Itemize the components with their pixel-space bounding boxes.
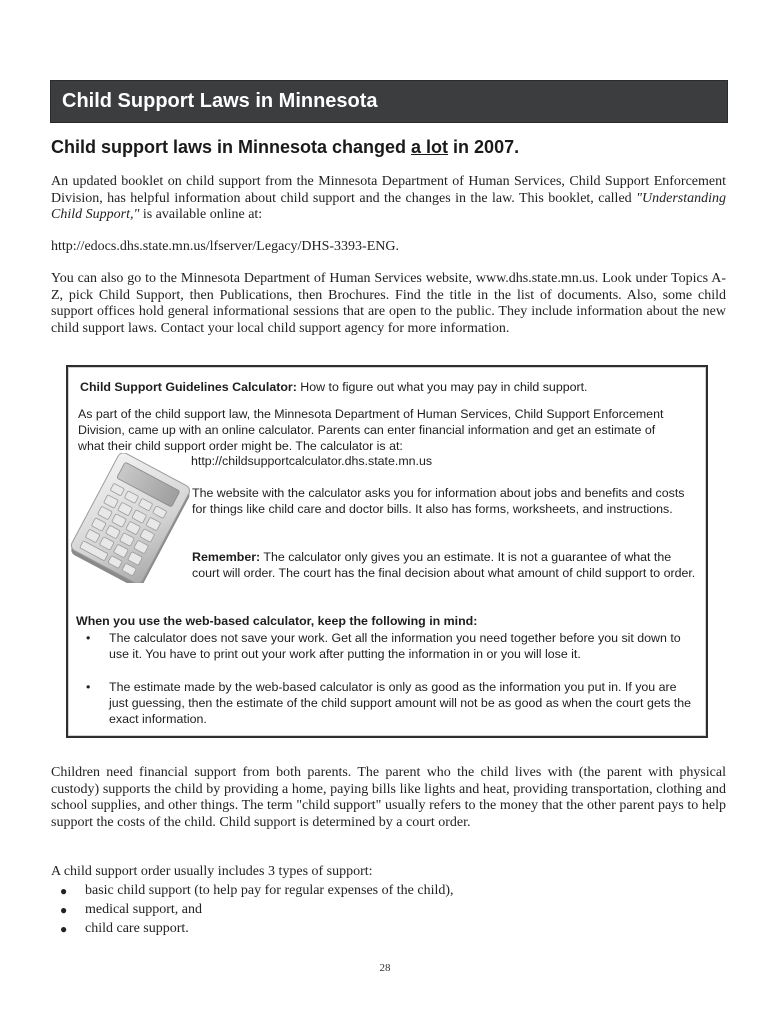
calculator-info-box: [66, 365, 708, 738]
calculator-box-title: [80, 379, 700, 395]
calculator-intro: As part of the child support law, the Minnesota Department of Human Services, Child Support Enforcement Division, came up with an online calculator. Parents can enter financial information and get an estimate of what their child support order might be. The calculator is at:: [78, 407, 664, 453]
website-paragraph: You can also go to the Minnesota Department of Human Services website, www.dhs.state.mn.us. Look under Topics A-Z, pick Child Support, then Publications, then Brochures. Find the title in the list of documents. Also, some child support offices hold general informational sessions that are open to the public. They include information about the new child support laws. Contact your local child support agency for more information.: [51, 271, 726, 336]
booklet-title: "Understanding Child Support,": [51, 190, 726, 222]
remember-text: The calculator only gives you an estimate. It is not a guarantee of what the court will order. The court has the final decision about what amount of child support to order.: [192, 550, 696, 580]
bullet-dot: ●: [60, 903, 68, 917]
subheading-underlined: a lot: [411, 137, 449, 157]
bullet-dot: •: [86, 680, 91, 694]
subheading: [51, 137, 731, 158]
bullet-dot: •: [86, 631, 91, 645]
bullet-dot: ●: [60, 922, 68, 936]
subheading-after: in 2007.: [448, 137, 520, 157]
intro-paragraph: [51, 174, 726, 224]
intro-text: An updated booklet on child support from the Minnesota Department of Human Services, Child Support Enforcement Division, has helpful information about child support and the changes in the law. This booklet, called: [51, 174, 726, 206]
calculator-url: http://childsupportcalculator.dhs.state.mn.us: [191, 454, 433, 468]
remember-note: [192, 549, 702, 581]
list-item: [60, 882, 660, 901]
bullet-text: The estimate made by the web-based calculator is only as good as the information you put in. If you are just guessing, then the estimate of the child support amount will not be as good as when the court gets the exact information.: [109, 680, 692, 726]
calculator-title-rest: How to figure out what you may pay in child support.: [296, 380, 588, 394]
calculator-website-info: The website with the calculator asks you for information about jobs and benefits and costs for things like child care and doctor bills. It also has forms, worksheets, and instructions.: [192, 486, 685, 516]
keep-in-mind-heading: When you use the web-based calculator, keep the following in mind:: [76, 614, 478, 628]
bullet-dot: ●: [60, 884, 68, 898]
page-number: 28: [379, 962, 391, 974]
section-header-bar: [50, 80, 728, 123]
support-type-text: basic child support (to help pay for regular expenses of the child),: [85, 883, 454, 898]
support-type-text: medical support, and: [85, 902, 203, 917]
bullet-text: The calculator does not save your work. Get all the information you need together before you sit down to use it. You have to print out your work after putting the information in or you will lose it.: [109, 631, 681, 661]
support-types-list: [60, 882, 660, 939]
order-intro: A child support order usually includes 3 types of support:: [51, 864, 373, 879]
remember-label: Remember:: [192, 550, 261, 564]
list-item: [60, 901, 660, 920]
section-title: Child Support Laws in Minnesota: [62, 90, 378, 112]
subheading-before: Child support laws in Minnesota changed: [51, 137, 412, 157]
calculator-icon: [68, 453, 198, 583]
intro-text-end: is available online at:: [139, 207, 263, 222]
list-item: [60, 920, 660, 939]
calculator-title-bold: Child Support Guidelines Calculator:: [80, 380, 297, 394]
financial-support-paragraph: Children need financial support from both parents. The parent who the child lives with (the parent with physical custody) supports the child by providing a home, paying bills like lights and heat, providing transportation, clothing and school supplies, and other things. The term "child support" usually refers to the money that the other parent pays to help support the costs of the child. Child support is determined by a court order.: [51, 765, 726, 830]
support-type-text: child care support.: [85, 921, 189, 936]
booklet-url: http://edocs.dhs.state.mn.us/lfserver/Legacy/DHS-3393-ENG.: [51, 239, 399, 254]
